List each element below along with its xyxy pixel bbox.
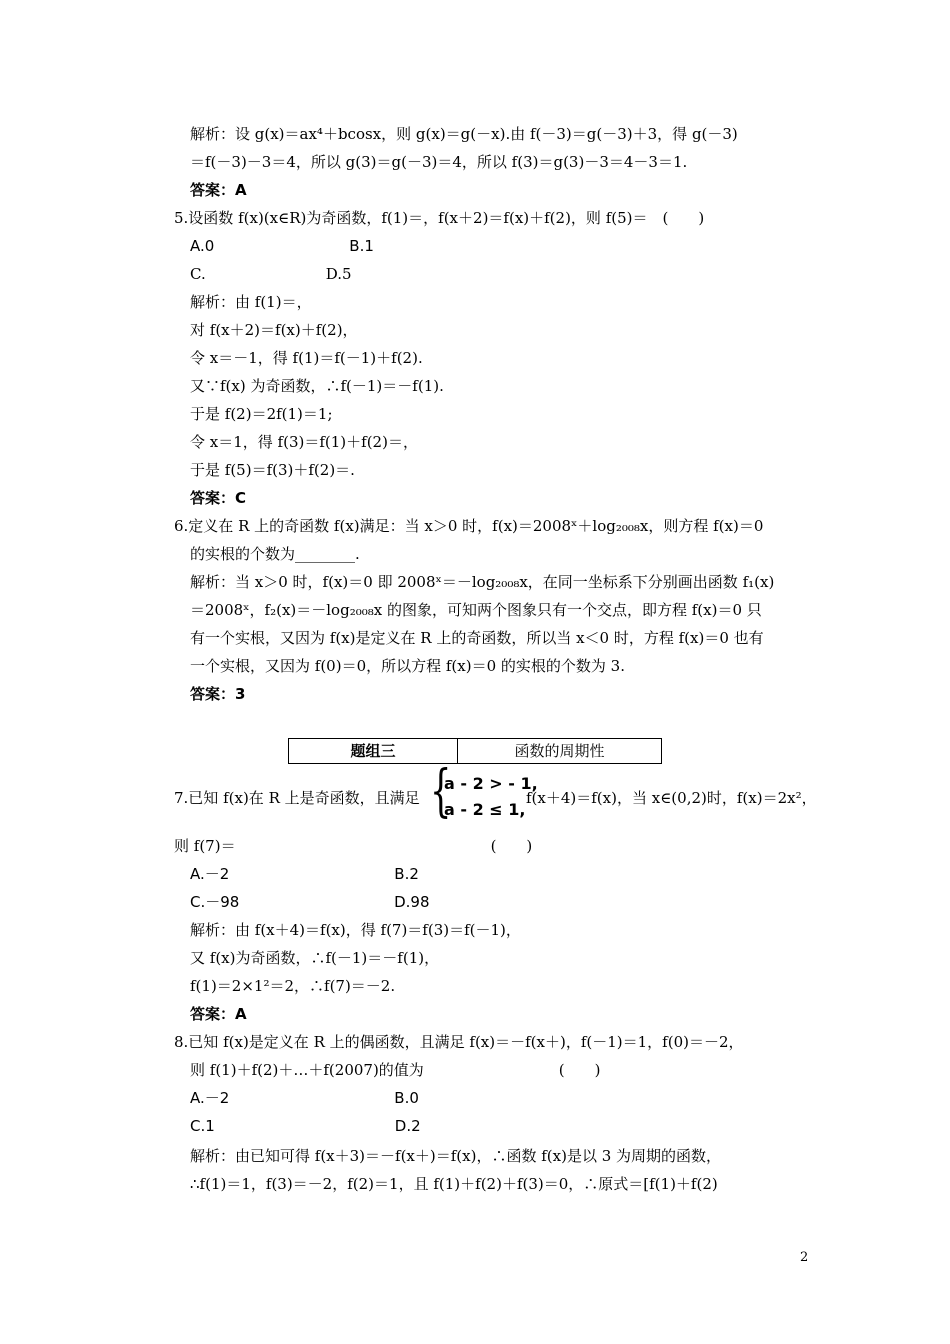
line-9: 令 x＝－1，得 f(1)＝f(－1)＋f(2).	[190, 349, 423, 367]
page-number: 2	[800, 1250, 809, 1265]
line-8: 对 f(x＋2)＝f(x)＋f(2)，	[190, 321, 358, 339]
line-18: ＝2008ˣ，f₂(x)＝－log₂₀₀₈x 的图象，可知两个图象只有一个交点，即方程 f(x)＝0 只	[190, 601, 762, 619]
line-30: 答案：A	[190, 1005, 247, 1023]
section-table	[288, 738, 662, 764]
left-brace: {	[430, 759, 452, 824]
line-16: 的实根的个数为________.	[190, 545, 360, 563]
line-25: A.－2 B.2	[190, 865, 419, 883]
line-20: 一个实根，又因为 f(0)＝0，所以方程 f(x)＝0 的实根的个数为 3.	[190, 657, 625, 675]
line-22: 7.已知 f(x)在 R 上是奇函数，且满足	[174, 789, 420, 807]
line-10: 又∵f(x) 为奇函数，∴f(－1)＝－f(1).	[190, 377, 444, 395]
line-2: ＝f(－3)－3＝4，所以 g(3)＝g(－3)＝4，所以 f(3)＝g(3)－3＝4－3＝1.	[190, 153, 688, 171]
line-26: C.－98 D.98	[190, 893, 430, 911]
table-cell-topic: 函数的周期性	[514, 742, 605, 760]
line-27: 解析：由 f(x＋4)＝f(x)，得 f(7)＝f(3)＝f(－1)，	[190, 921, 521, 939]
line-32: 则 f(1)＋f(2)＋…＋f(2007)的值为 ( )	[190, 1061, 601, 1079]
line-3: 答案：A	[190, 181, 247, 199]
line-24: 则 f(7)＝ ( )	[174, 837, 533, 855]
line-29: f(1)＝2×1²＝2，∴f(7)＝－2.	[190, 977, 396, 995]
system-row-2: a - 2 ≤ 1,	[444, 800, 526, 819]
line-11: 于是 f(2)＝2f(1)＝1;	[190, 405, 333, 423]
line-28: 又 f(x)为奇函数，∴f(－1)＝－f(1)，	[190, 949, 440, 967]
line-17: 解析：当 x＞0 时，f(x)＝0 即 2008ˣ＝－log₂₀₀₈x，在同一坐标系下分别画出函数 f₁(x)	[190, 573, 775, 591]
line-31: 8.已知 f(x)是定义在 R 上的偶函数，且满足 f(x)＝－f(x＋)，f(－1)＝1，f(0)＝－2，	[174, 1033, 744, 1051]
line-13: 于是 f(5)＝f(3)＋f(2)＝.	[190, 461, 355, 479]
line-14: 答案：C	[190, 489, 247, 507]
line-6: C. D.5	[190, 265, 352, 283]
system-row-1: a - 2 > - 1,	[444, 774, 538, 793]
line-4: 5.设函数 f(x)(x∈R)为奇函数，f(1)＝，f(x＋2)＝f(x)＋f(2)，则 f(5)＝ ( )	[174, 209, 705, 227]
line-1: 解析：设 g(x)＝ax⁴＋bcosx，则 g(x)＝g(－x).由 f(－3)＝g(－3)＋3，得 g(－3)	[190, 125, 738, 143]
line-34: C.1 D.2	[190, 1117, 421, 1135]
inequality-system	[430, 759, 540, 824]
line-23: f(x＋4)＝f(x)，当 x∈(0,2)时，f(x)＝2x²，	[526, 789, 817, 807]
line-36: ∴f(1)＝1，f(3)＝－2，f(2)＝1，且 f(1)＋f(2)＋f(3)＝0，∴原式＝[f(1)＋f(2)	[190, 1175, 718, 1193]
line-15: 6.定义在 R 上的奇函数 f(x)满足：当 x＞0 时，f(x)＝2008ˣ＋log₂₀₀₈x，则方程 f(x)＝0	[174, 517, 764, 535]
line-7: 解析：由 f(1)＝，	[190, 293, 312, 311]
line-21: 答案：3	[190, 685, 246, 703]
line-33: A.－2 B.0	[190, 1089, 419, 1107]
line-12: 令 x＝1，得 f(3)＝f(1)＋f(2)＝，	[190, 433, 418, 451]
line-19: 有一个实根，又因为 f(x)是定义在 R 上的奇函数，所以当 x＜0 时，方程 f(x)＝0 也有	[190, 629, 764, 647]
table-cell-group: 题组三	[289, 739, 458, 763]
line-35: 解析：由已知可得 f(x＋3)＝－f(x＋)＝f(x)，∴函数 f(x)是以 3 为周期的函数，	[190, 1147, 722, 1165]
line-5: A.0 B.1	[190, 237, 374, 255]
